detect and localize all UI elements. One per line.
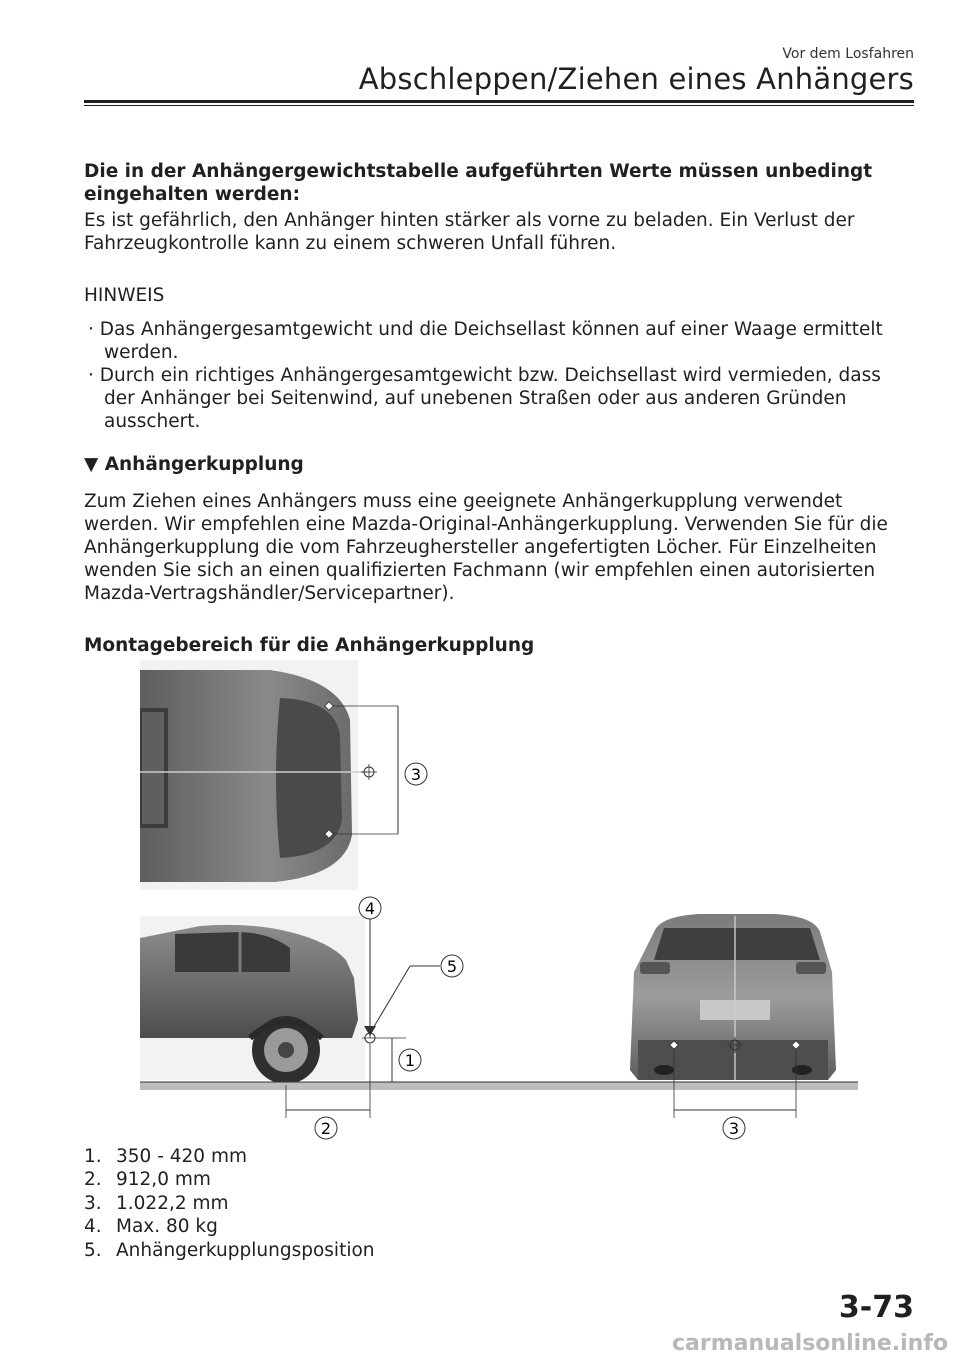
note-item-2: · Durch ein richtiges Anhängergesamtgewicht bzw. Deichsellast wird vermieden, dass der Anhänger bei Seitenwind, auf unebenen Straßen oder aus anderen Gründen ausschert. <box>88 365 881 432</box>
note-item-1: · Das Anhängergesamtgewicht und die Deichsellast können auf einer Waage ermittelt werden. <box>88 319 883 363</box>
callout-4 <box>359 897 381 919</box>
legend-item-2: 2. 912,0 mm <box>84 1169 211 1190</box>
warning-heading: Die in der Anhängergewichtstabelle aufgeführten Werte müssen unbedingt eingehalten werden: <box>84 161 873 205</box>
warning-line-1: Es ist gefährlich, den Anhänger hinten stärker als vorne zu beladen. Ein Verlust der <box>84 210 855 231</box>
hitch-diagram <box>140 660 860 1140</box>
page-number: 3-73 <box>838 1290 914 1325</box>
svg-text:3: 3 <box>410 765 422 784</box>
svg-text:5: 5 <box>446 957 458 976</box>
section-body: Zum Ziehen eines Anhängers muss eine geeignete Anhängerkupplung verwendet werden. Wir empfehlen eine Mazda-Original-Anhängerkupplung. Verwenden Sie für die Anhängerkupplung die vom Fahrzeughersteller angefertigten Löcher. Für Einzelheiten wenden Sie sich an einen qualifizierten Fachmann (wir empfehlen einen autorisierten Mazda-Vertragshändler/Servicepartner). <box>84 491 888 604</box>
legend-item-4: 4. Max. 80 kg <box>84 1216 218 1237</box>
callout-3-top <box>405 763 427 785</box>
legend-item-5: 5. Anhängerkupplungsposition <box>84 1240 375 1261</box>
top-view <box>140 660 398 890</box>
section-heading: ▼ Anhängerkupplung <box>84 454 304 475</box>
watermark: carmanualsonline.info <box>672 1331 948 1356</box>
triangle-down-icon: ▼ <box>84 454 99 475</box>
callout-1 <box>399 1049 421 1071</box>
legend-item-3: 3. 1.022,2 mm <box>84 1193 229 1214</box>
svg-text:1: 1 <box>404 1051 416 1070</box>
page-title: Abschleppen/Ziehen eines Anhängers <box>358 62 914 96</box>
ground <box>140 1082 858 1090</box>
side-view <box>140 916 365 1084</box>
svg-text:4: 4 <box>364 899 376 918</box>
callout-5 <box>441 955 463 977</box>
figure-title: Montagebereich für die Anhängerkupplung <box>84 635 535 656</box>
header-rule <box>84 100 914 103</box>
callout-3-rear <box>723 1117 745 1139</box>
header-rule-thin <box>84 105 914 106</box>
svg-text:2: 2 <box>320 1119 332 1138</box>
note-title: HINWEIS <box>84 285 165 306</box>
section-label: Vor dem Losfahren <box>782 46 914 62</box>
svg-text:3: 3 <box>728 1119 740 1138</box>
rear-view <box>630 914 836 1080</box>
position-leader <box>372 966 410 1030</box>
warning-line-2: Fahrzeugkontrolle kann zu einem schweren Unfall führen. <box>84 233 617 254</box>
callout-2 <box>315 1117 337 1139</box>
legend-item-1: 1. 350 - 420 mm <box>84 1146 247 1167</box>
